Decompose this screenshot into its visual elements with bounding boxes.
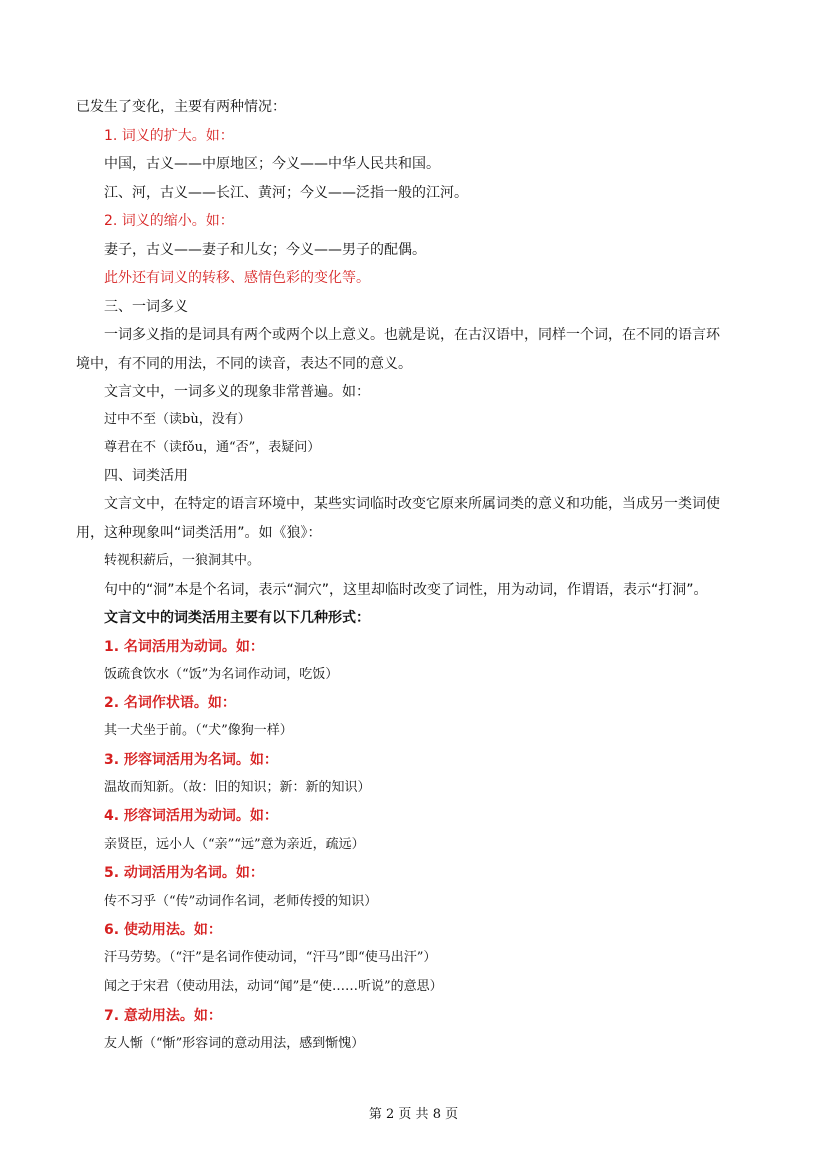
form-4-heading: 4. 形容词活用为动词。如： — [104, 808, 278, 824]
form-3-heading: 3. 形容词活用为名词。如： — [104, 752, 278, 768]
example-qizi: 妻子，古义——妻子和儿女；今义——男子的配偶。 — [104, 242, 426, 258]
section-heading-word-class: 四、词类活用 — [104, 468, 188, 484]
example-zunjun: 尊君在不（读fǒu，通“否”，表疑问） — [104, 440, 321, 455]
polysemy-definition-1: 一词多义指的是词具有两个或两个以上意义。也就是说，在古汉语中，同样一个词，在不同的语言环 — [104, 327, 720, 343]
form-3-example: 温故而知新。（故：旧的知识；新：新的知识） — [104, 780, 371, 795]
form-2-example: 其一犬坐于前。（“犬”像狗一样） — [104, 723, 293, 738]
form-6-example-1: 汗马劳势。（“汗”是名词作使动词，“汗马”即“使马出汗”） — [104, 950, 437, 965]
example-zhongguo: 中国，古义——中原地区；今义——中华人民共和国。 — [104, 156, 440, 172]
section-heading-polysemy: 三、一词多义 — [104, 299, 188, 315]
page-footer: 第 2 页 共 8 页 — [368, 1107, 459, 1122]
form-5-heading: 5. 动词活用为名词。如： — [104, 865, 264, 881]
form-6-heading: 6. 使动用法。如： — [104, 922, 222, 938]
intro-line: 已发生了变化，主要有两种情况： — [76, 99, 286, 115]
example-lang: 转视积薪后，一狼洞其中。 — [104, 553, 261, 568]
form-6-example-2: 闻之于宋君（使动用法，动词“闻”是“使……听说”的意思） — [104, 979, 443, 994]
form-4-example: 亲贤臣，远小人（“亲”“远”意为亲近，疏远） — [104, 837, 365, 852]
example-jiang-he: 江、河，古义——长江、黄河；今义——泛指一般的江河。 — [104, 185, 468, 201]
word-class-definition-2: 用，这种现象叫“词类活用”。如《狼》： — [76, 525, 322, 541]
note-meaning-shift: 此外还有词义的转移、感情色彩的变化等。 — [104, 270, 370, 286]
form-5-example: 传不习乎（“传”动词作名词，老师传授的知识） — [104, 894, 378, 909]
form-7-example: 友人惭（“惭”形容词的意动用法，感到惭愧） — [104, 1036, 365, 1051]
word-class-forms-heading: 文言文中的词类活用主要有以下几种形式： — [104, 610, 370, 626]
form-1-example: 饭疏食饮水（“饭”为名词作动词，吃饭） — [104, 667, 339, 682]
form-7-heading: 7. 意动用法。如： — [104, 1008, 222, 1024]
polysemy-common: 文言文中，一词多义的现象非常普遍。如： — [104, 384, 370, 400]
form-2-heading: 2. 名词作状语。如： — [104, 695, 236, 711]
word-class-definition-1: 文言文中，在特定的语言环境中，某些实词临时改变它原来所属词类的意义和功能，当成另一类词使 — [104, 496, 720, 512]
polysemy-definition-2: 境中，有不同的用法，不同的读音，表达不同的意义。 — [76, 356, 412, 372]
example-buzhi: 过中不至（读bù，没有） — [104, 412, 251, 427]
heading-meaning-expansion: 1. 词义的扩大。如： — [104, 128, 234, 144]
heading-meaning-narrowing: 2. 词义的缩小。如： — [104, 213, 234, 229]
explanation-dong: 句中的“洞”本是个名词，表示“洞穴”，这里却临时改变了词性，用为动词，作谓语，表示“打洞”。 — [104, 582, 708, 598]
form-1-heading: 1. 名词活用为动词。如： — [104, 639, 264, 655]
